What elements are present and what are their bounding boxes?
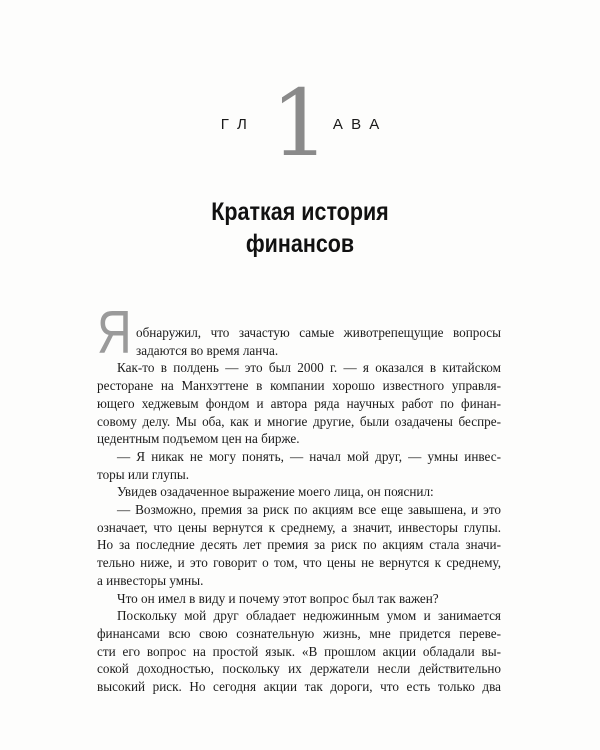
text-line: сти его вопрос на простой язык. «В прошлом акции обладали вы- xyxy=(97,643,501,659)
text-line: Поскольку мой друг обладает недюжинным умом и занимается xyxy=(117,608,501,624)
text-line: Увидев озадаченное выражение моего лица, он пояснил: xyxy=(117,484,434,500)
text-line: обнаружил, что зачастую самые животрепещущие вопросы xyxy=(136,325,501,340)
text-line: задаются во время ланча. xyxy=(136,342,279,358)
text-line: ресторане на Манхэттене в компании хорошо известного управля- xyxy=(97,378,501,394)
chapter-title-line-1: Краткая история xyxy=(211,198,389,226)
body-text xyxy=(97,324,501,696)
chapter-label-right: А В А xyxy=(332,116,380,133)
chapter-title xyxy=(42,196,558,260)
text-line: а инвесторы умны. xyxy=(97,572,204,588)
text-line: финансами всю свою сознательную жизнь, мне придется переве- xyxy=(97,625,501,641)
text-line: — Я никак не могу понять, — начал мой друг, — умны инвес- xyxy=(117,448,501,464)
text-line: высокий риск. Но сегодня акции так дороги, что есть только два xyxy=(97,679,501,695)
text-line: торы или глупы. xyxy=(97,466,190,482)
text-line: ющего хеджевым фондом и автора ряда научных работ по финан- xyxy=(97,395,501,411)
text-line: Но за последние десять лет премия за риск по акциям стала значи- xyxy=(97,537,501,553)
text-line: сокой доходностью, поскольку их держатели несли действительно xyxy=(97,661,501,677)
chapter-label-left: Г Л xyxy=(220,116,247,133)
chapter-label xyxy=(0,116,600,133)
text-line: тельно ниже, и это говорит о том, что цены не вернутся к среднему, xyxy=(97,555,501,571)
text-line: — Возможно, премия за риск по акциям все еще завышена, и это xyxy=(117,502,501,518)
text-line: Как-то в полдень — это был 2000 г. — я оказался в китайском xyxy=(117,360,501,376)
drop-cap: Я xyxy=(97,299,132,366)
chapter-number: 1 xyxy=(270,70,330,177)
text-line: Что он имел в виду и почему этот вопрос был так важен? xyxy=(117,590,439,606)
text-line: совому делу. Мы оба, как и многие другие, были озадачены беспре- xyxy=(97,413,501,429)
text-line: означает, что цены вернутся к среднему, а значит, инвесторы глупы. xyxy=(97,519,501,535)
text-line: цедентным подъемом цен на бирже. xyxy=(97,431,300,447)
chapter-title-line-2: финансов xyxy=(245,230,355,258)
